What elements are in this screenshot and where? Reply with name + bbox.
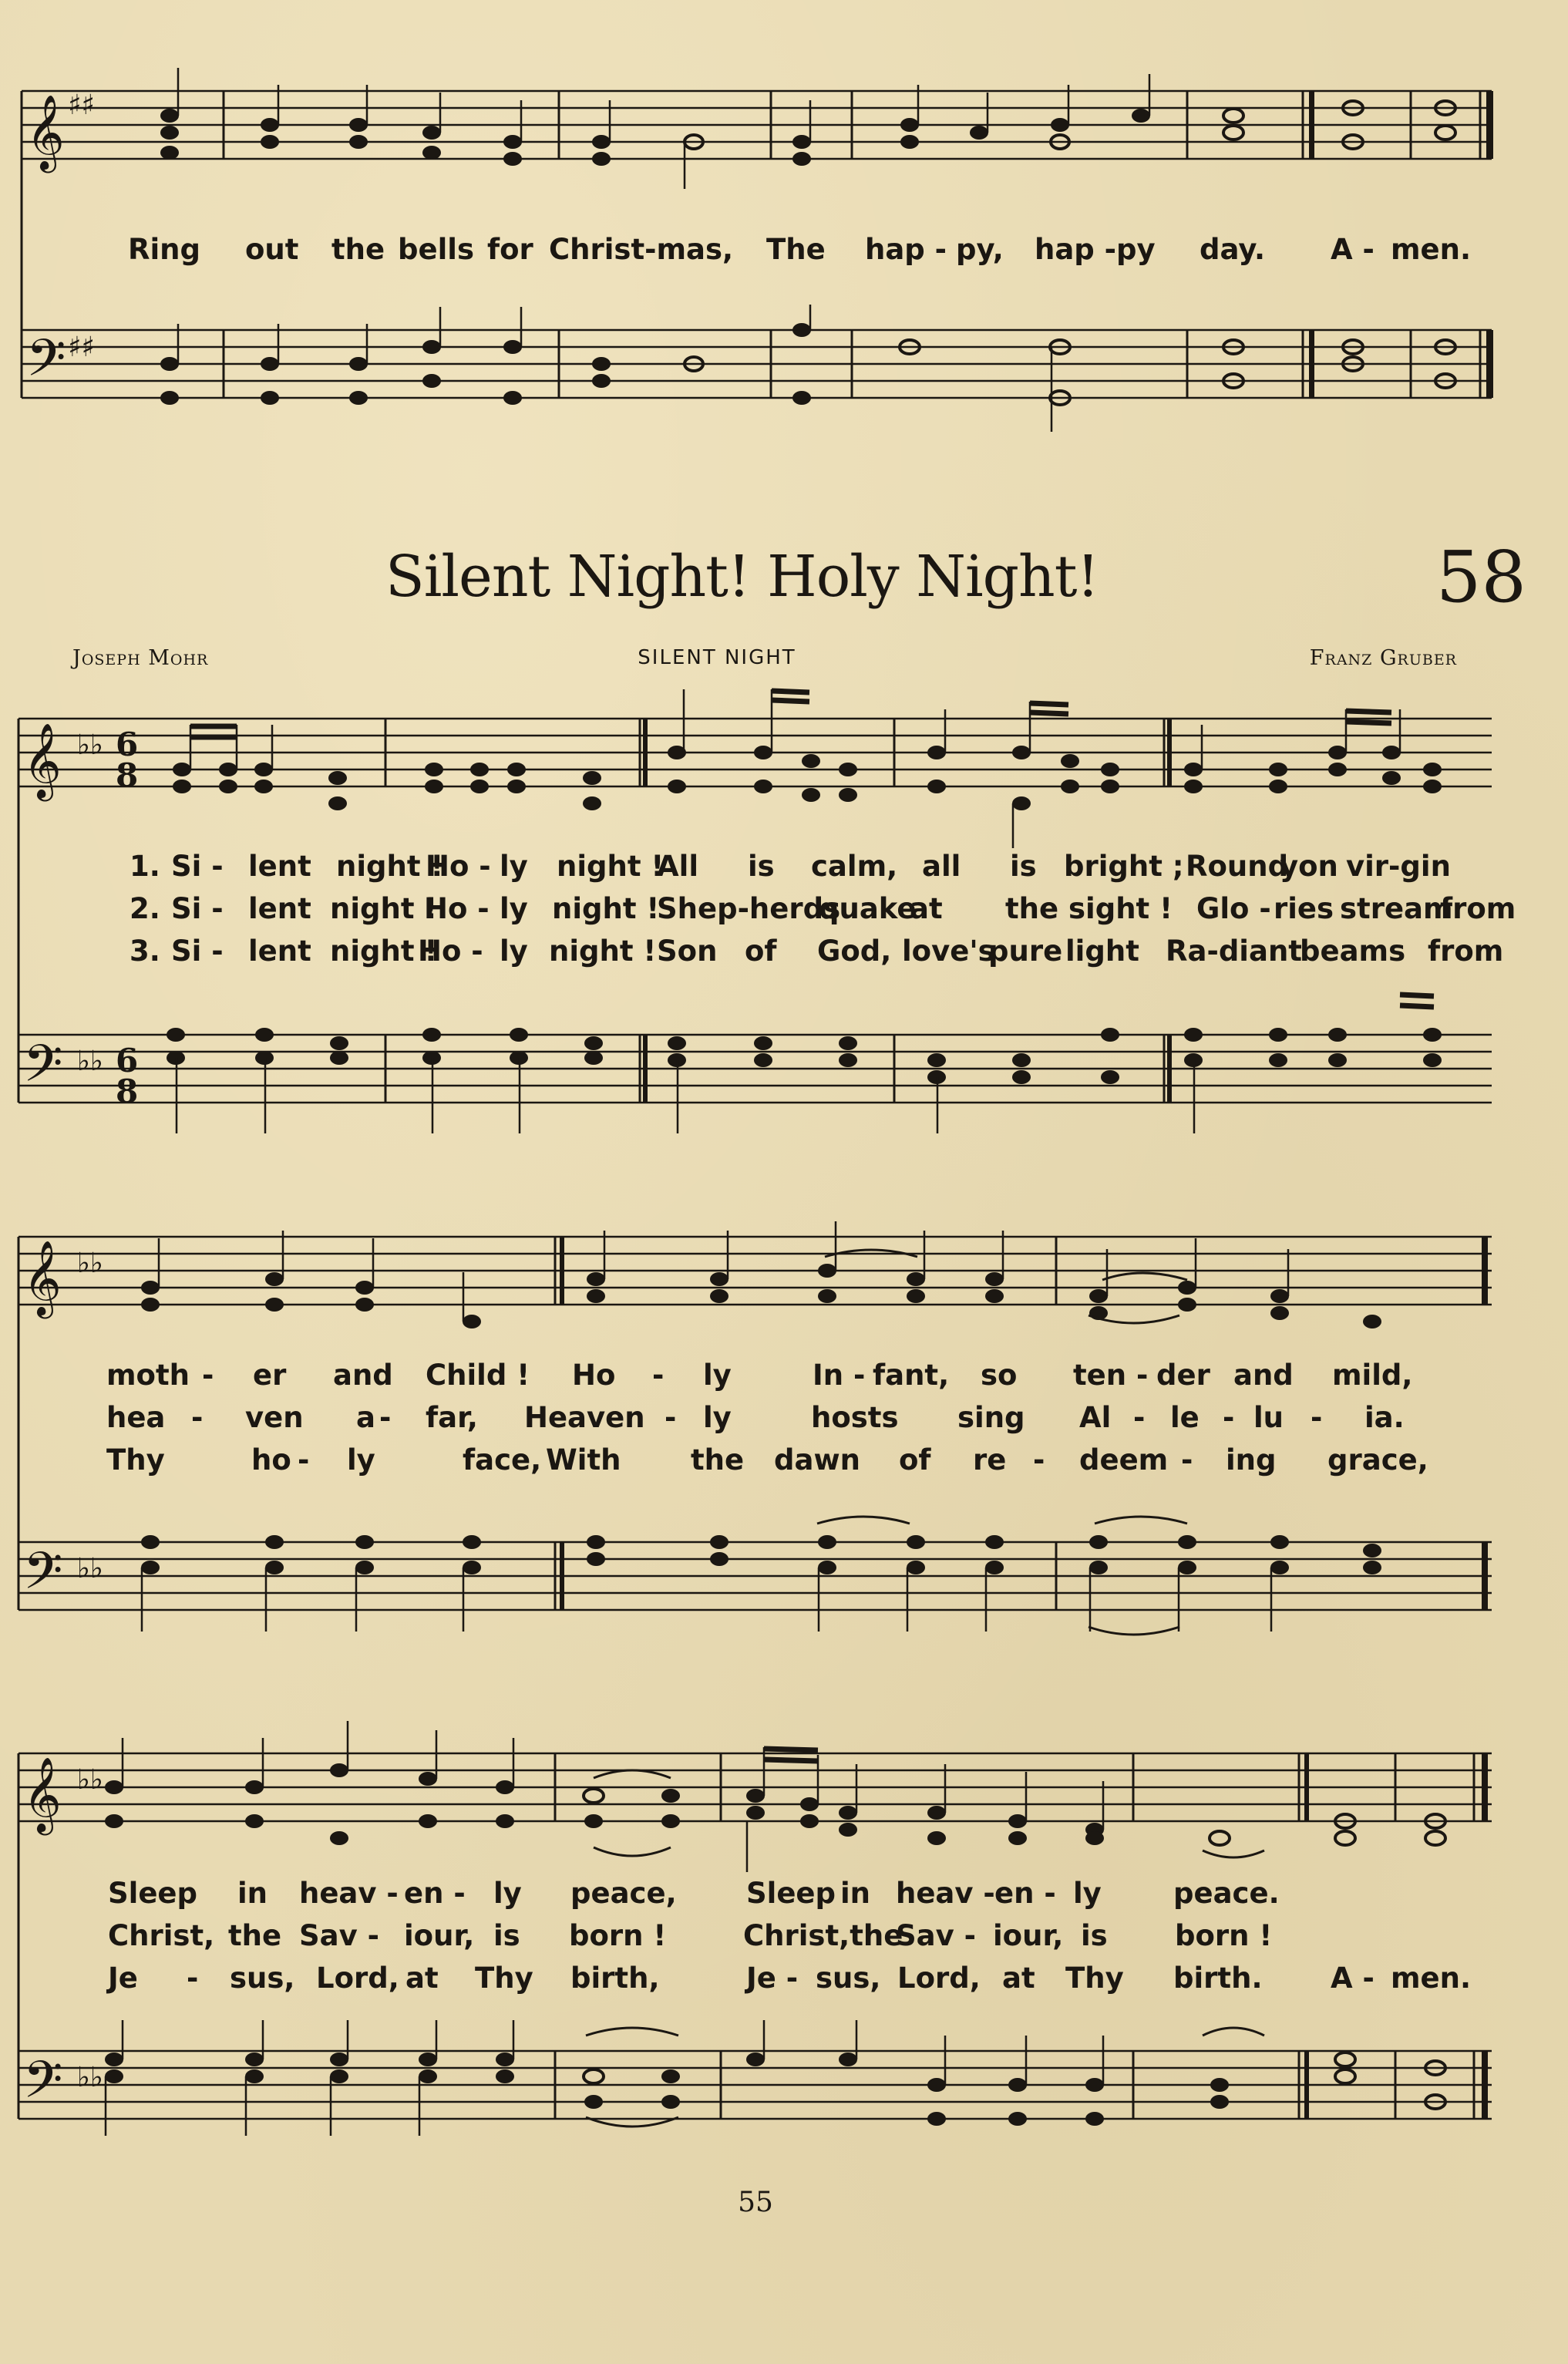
svg-text:6: 6 [116, 726, 139, 763]
lyric-syllable: men. [1391, 1962, 1472, 1995]
lyric-syllable: Son [657, 934, 718, 968]
lyric-syllable: the [228, 1919, 282, 1952]
lyric-syllable: is [1010, 850, 1037, 883]
lyric-syllable: peace. [1173, 1877, 1280, 1910]
lyric-syllable: heav - [896, 1877, 995, 1910]
lyric-syllable: en - [404, 1877, 466, 1910]
lyric-syllable: God, [817, 934, 892, 968]
lyric-syllable: moth [106, 1359, 190, 1392]
lyric-syllable: night ! [552, 892, 660, 925]
lyric-syllable: the [1005, 892, 1059, 925]
svg-text:𝄞: 𝄞 [23, 1756, 62, 1832]
lyric-syllable: at [910, 892, 943, 925]
lyric-syllable: Sav - [896, 1919, 976, 1952]
lyric-syllable: day. [1200, 233, 1266, 266]
lyric-syllable: birth, [570, 1962, 660, 1995]
lyric-syllable: pure [988, 934, 1063, 968]
lyric-syllable: er [253, 1359, 287, 1392]
verse-number: 1. [130, 850, 160, 883]
svg-text:𝄞: 𝄞 [23, 1240, 62, 1315]
lyric-syllable: Heaven [524, 1401, 645, 1434]
lyric-syllable: Round [1186, 850, 1289, 883]
verse-number: 2. [130, 892, 160, 925]
svg-text:𝄞: 𝄞 [23, 722, 62, 798]
lyric-syllable: - [187, 1962, 199, 1995]
composer-credit: Franz Gruber [1309, 646, 1457, 670]
lyric-syllable: Lord, [316, 1962, 399, 1995]
svg-text:𝄢: 𝄢 [23, 1034, 63, 1106]
lyric-syllable: A - [1331, 233, 1375, 266]
verse-number: 3. [130, 934, 160, 968]
svg-text:𝄢: 𝄢 [26, 328, 66, 400]
lyric-syllable: all [922, 850, 961, 883]
lyric-syllable: sus, [816, 1962, 881, 1995]
lyric-syllable: is [493, 1919, 520, 1952]
lyric-syllable: sight ! [1068, 892, 1173, 925]
svg-text:♭♭: ♭♭ [77, 1248, 103, 1279]
lyric-syllable: ly [500, 850, 528, 883]
tune-name: SILENT NIGHT [638, 646, 796, 669]
lyric-syllable: - [298, 1443, 310, 1477]
lyric-syllable: grace, [1327, 1443, 1428, 1477]
lyric-syllable: light [1065, 934, 1139, 968]
lyric-syllable: lent [248, 934, 311, 968]
svg-text:𝄞: 𝄞 [26, 94, 65, 170]
lyric-syllable: night ! [330, 892, 438, 925]
music-system-2 [0, 1180, 1568, 1642]
lyric-syllable: ho [251, 1443, 291, 1477]
svg-text:𝄢: 𝄢 [23, 1541, 63, 1613]
lyric-syllable: - [665, 1401, 677, 1434]
lyric-syllable: of [745, 934, 777, 968]
lyric-syllable: Sav - [299, 1919, 379, 1952]
lyric-syllable: ly [347, 1443, 375, 1477]
lyric-syllable: ly [500, 892, 528, 925]
svg-text:8: 8 [116, 1073, 139, 1110]
lyric-syllable: ing [1226, 1443, 1277, 1477]
lyric-syllable: sus, [230, 1962, 295, 1995]
lyric-line-verse-3 [0, 1443, 1568, 1487]
lyric-syllable: is [1081, 1919, 1108, 1952]
lyric-syllable: - [1223, 1401, 1235, 1434]
lyric-syllable: Je - [746, 1962, 799, 1995]
lyric-syllable: A - [1331, 1962, 1375, 1995]
lyric-syllable: - [1033, 1443, 1045, 1477]
lyric-syllable: In - [813, 1359, 866, 1392]
lyric-syllable: en - [994, 1877, 1056, 1910]
lyric-syllable: Christ,the [743, 1919, 903, 1952]
lyric-syllable: lu [1253, 1401, 1284, 1434]
svg-text:♭♭: ♭♭ [77, 1764, 103, 1796]
svg-text:6: 6 [116, 1042, 139, 1079]
lyric-syllable: der [1156, 1359, 1210, 1392]
lyric-syllable: Ho - [418, 934, 483, 968]
lyric-syllable: Glo - [1196, 892, 1271, 925]
svg-text:8: 8 [116, 756, 139, 794]
lyric-syllable: night ! [330, 934, 438, 968]
lyric-syllable: Shep-herds [657, 892, 841, 925]
lyric-syllable: night ! [336, 850, 444, 883]
lyric-syllable: Ra-diant [1166, 934, 1302, 968]
lyric-syllable: py, [956, 233, 1004, 266]
lyric-syllable: fant, [873, 1359, 950, 1392]
lyric-syllable: birth. [1173, 1962, 1263, 1995]
lyric-syllable: re [973, 1443, 1007, 1477]
svg-text:♭♭: ♭♭ [77, 729, 103, 761]
lyric-line-verse-2 [0, 892, 1568, 935]
lyric-syllable: lent [248, 850, 311, 883]
lyric-line-verse-1 [0, 1359, 1568, 1402]
lyric-syllable: bells [398, 233, 474, 266]
lyric-syllable: - [1311, 1401, 1323, 1434]
lyric-syllable: at [405, 1962, 439, 1995]
lyric-syllable: mild, [1332, 1359, 1413, 1392]
lyric-syllable: Sleep [108, 1877, 198, 1910]
lyric-syllable: Ho - [424, 892, 490, 925]
lyric-syllable: sing [957, 1401, 1025, 1434]
lyric-syllable: so [981, 1359, 1018, 1392]
lyric-syllable: - [379, 1401, 392, 1434]
lyric-syllable: py [1116, 233, 1156, 266]
page-number: 55 [738, 2187, 773, 2218]
lyric-syllable: Thy [475, 1962, 533, 1995]
lyric-syllable: love's [902, 934, 995, 968]
lyric-syllable: - [652, 1359, 665, 1392]
lyric-syllable: the [331, 233, 385, 266]
lyric-syllable: ly [500, 934, 528, 968]
svg-text:♯♯: ♯♯ [68, 332, 95, 363]
lyric-syllable: night ! [549, 934, 657, 968]
lyric-syllable: Si - [171, 892, 224, 925]
lyric-syllable: ten - [1073, 1359, 1149, 1392]
lyric-syllable: le [1170, 1401, 1200, 1434]
lyric-syllable: and [333, 1359, 393, 1392]
lyricist-credit: Joseph Mohr [72, 646, 209, 670]
lyric-syllable: Je [108, 1962, 138, 1995]
lyric-syllable: Thy [1065, 1962, 1124, 1995]
lyric-syllable: heav - [299, 1877, 399, 1910]
lyric-syllable: men. [1391, 233, 1472, 266]
lyric-syllable: - [202, 1359, 214, 1392]
hymn-title: Silent Night! Holy Night! [385, 544, 1099, 610]
lyric-syllable: quake [819, 892, 917, 925]
lyric-syllable: deem [1079, 1443, 1169, 1477]
lyric-syllable: dawn [774, 1443, 860, 1477]
lyric-syllable: Si - [171, 934, 224, 968]
lyric-syllable: Si - [171, 850, 224, 883]
lyric-syllable: far, [426, 1401, 478, 1434]
lyric-syllable: stream [1340, 892, 1453, 925]
lyric-syllable: from [1428, 934, 1504, 968]
svg-text:♭♭: ♭♭ [77, 1046, 103, 1077]
lyric-syllable: ia. [1364, 1401, 1405, 1434]
svg-text:𝄢: 𝄢 [23, 2050, 63, 2122]
lyric-syllable: the [691, 1443, 745, 1477]
lyric-line-verse-1 [0, 1877, 1568, 1920]
lyric-syllable: for [487, 233, 533, 266]
lyric-syllable: Ho - [426, 850, 491, 883]
lyric-syllable: Ring [128, 233, 200, 266]
lyric-syllable: peace, [570, 1877, 677, 1910]
music-system-1 [0, 679, 1568, 1126]
lyric-line-verse-2 [0, 1401, 1568, 1444]
lyric-syllable: hea [106, 1401, 166, 1434]
prev-hymn-staves [0, 0, 1568, 432]
lyric-syllable: ly [493, 1877, 522, 1910]
lyric-syllable: ven [245, 1401, 304, 1434]
lyric-syllable: All [657, 850, 699, 883]
prev-hymn-lyric-line [0, 233, 1568, 276]
svg-text:♭♭: ♭♭ [77, 1553, 103, 1584]
lyric-syllable: - [191, 1401, 204, 1434]
music-system-3 [0, 1696, 1568, 2159]
lyric-syllable: - [1181, 1443, 1193, 1477]
lyric-syllable: a [356, 1401, 375, 1434]
lyric-syllable: out [245, 233, 299, 266]
music-system-prev-hymn [0, 0, 1568, 432]
lyric-syllable: Sleep [746, 1877, 836, 1910]
lyric-syllable: at [1002, 1962, 1035, 1995]
lyric-syllable: Christ-mas, [549, 233, 734, 266]
lyric-syllable: hosts [811, 1401, 899, 1434]
lyric-syllable: yon [1280, 850, 1338, 883]
lyric-syllable: calm, [811, 850, 898, 883]
lyric-syllable: beams [1300, 934, 1406, 968]
lyric-syllable: Child ! [426, 1359, 530, 1392]
lyric-syllable: born ! [569, 1919, 667, 1952]
hymn-number: 58 [1435, 536, 1526, 618]
lyric-syllable: Thy [106, 1443, 165, 1477]
lyric-syllable: in [840, 1877, 871, 1910]
lyric-syllable: hap - [865, 233, 947, 266]
svg-text:♯♯: ♯♯ [68, 89, 95, 121]
lyric-syllable: and [1233, 1359, 1294, 1392]
lyric-syllable: Christ, [108, 1919, 215, 1952]
lyric-syllable: iour, [404, 1919, 475, 1952]
lyric-syllable: The [766, 233, 826, 266]
lyric-syllable: night ! [557, 850, 665, 883]
lyric-syllable: Lord, [897, 1962, 981, 1995]
svg-text:♭♭: ♭♭ [77, 2062, 103, 2093]
lyric-syllable: born ! [1175, 1919, 1273, 1952]
lyric-line-verse-3 [0, 1962, 1568, 2005]
lyric-syllable: vir-gin [1346, 850, 1451, 883]
lyric-line-verse-3 [0, 934, 1568, 978]
lyric-syllable: iour, [993, 1919, 1064, 1952]
lyric-syllable: ly [703, 1359, 732, 1392]
lyric-syllable: face, [463, 1443, 542, 1477]
lyric-syllable: ries [1274, 892, 1334, 925]
lyric-syllable: in [237, 1877, 268, 1910]
lyric-syllable: is [748, 850, 775, 883]
lyric-syllable: With [546, 1443, 621, 1477]
lyric-syllable: Ho [572, 1359, 616, 1392]
lyric-syllable: bright ; [1064, 850, 1184, 883]
lyric-syllable: - [1133, 1401, 1146, 1434]
lyric-syllable: ly [1073, 1877, 1102, 1910]
lyric-syllable: ly [703, 1401, 732, 1434]
lyric-line-verse-1 [0, 850, 1568, 893]
lyric-syllable: hap - [1035, 233, 1117, 266]
lyric-syllable: of [899, 1443, 931, 1477]
lyric-syllable: Al [1079, 1401, 1112, 1434]
lyric-line-verse-2 [0, 1919, 1568, 1962]
lyric-syllable: lent [248, 892, 311, 925]
lyric-syllable: from [1440, 892, 1516, 925]
